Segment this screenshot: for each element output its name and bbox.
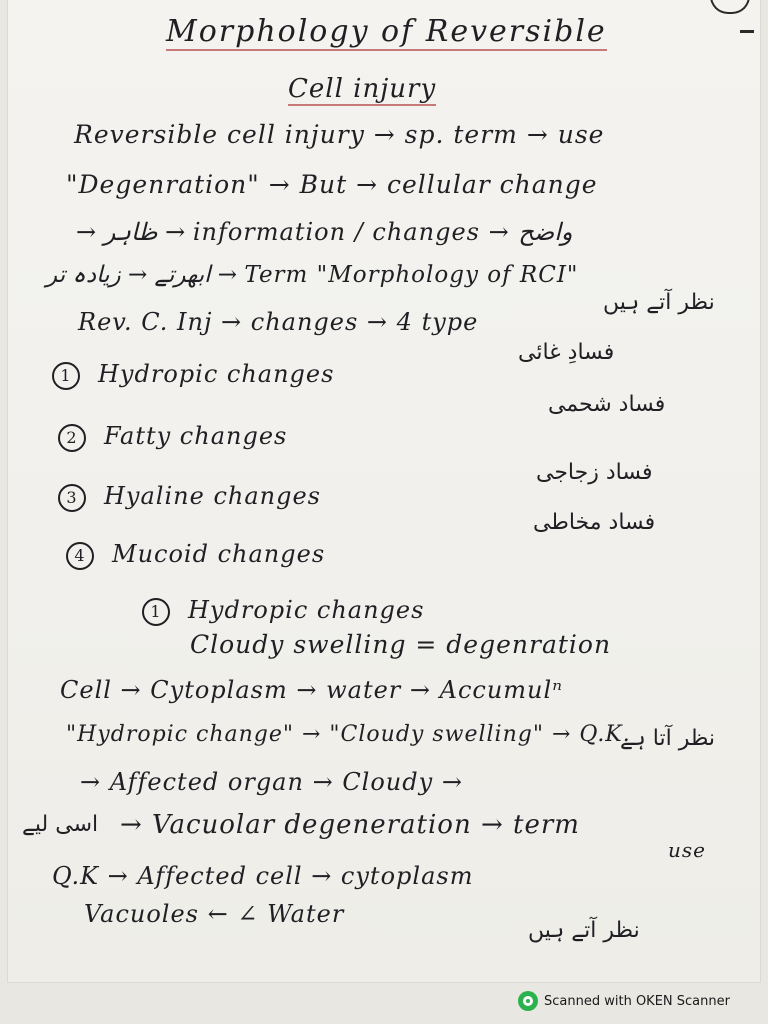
- note-line-2: "Degenration" → But → cellular change: [66, 170, 598, 199]
- list-number-3: 3: [58, 484, 86, 512]
- list-item-mucoid: [66, 540, 325, 570]
- urdu-term-3: فساد زجاجی: [536, 460, 653, 485]
- note-line-qk: Q.K → Affected cell → cytoplasm: [52, 862, 474, 890]
- note-line-affected-organ: → Affected organ → Cloudy →: [80, 768, 463, 796]
- list-item-hydropic: [52, 360, 334, 390]
- subtitle-text: Cell injury: [288, 74, 437, 104]
- scanned-page: [8, 0, 760, 982]
- corner-dash: [740, 30, 754, 33]
- title-text: Morphology of Reversible: [166, 14, 607, 49]
- note-line-cell: Cell → Cytoplasm → water → Accumulⁿ: [60, 676, 563, 704]
- urdu-note-4: نظر آتے ہیں: [528, 918, 640, 943]
- list-item-hyaline: [58, 482, 321, 512]
- page-subtitle: [288, 74, 436, 104]
- list-number-2: 2: [58, 424, 86, 452]
- note-line-vacuolar: → Vacuolar degeneration → term: [120, 810, 580, 840]
- note-line-hydropic-change: "Hydropic change" → "Cloudy swelling" → Q.K.: [66, 722, 631, 747]
- list-number-4: 4: [66, 542, 94, 570]
- list-item-label: Fatty changes: [104, 422, 288, 450]
- list-item-label: Hydropic changes: [98, 360, 335, 388]
- scanner-text: Scanned with OKEN Scanner: [544, 993, 730, 1009]
- section-heading-hydropic: [142, 596, 424, 626]
- note-line-3: → ظاہر → information / changes → واضح: [76, 218, 573, 246]
- list-item-label: Mucoid changes: [112, 540, 326, 568]
- note-line-cloudy: Cloudy swelling = degenration: [190, 630, 612, 659]
- urdu-note-2: نظر آتا ہے: [620, 726, 716, 751]
- urdu-term-4: فساد مخاطی: [533, 510, 656, 535]
- urdu-note-1: نظر آتے ہیں: [603, 290, 715, 315]
- note-line-4: ابھرتے → زیادہ تر → Term "Morphology of RCI": [46, 262, 579, 288]
- page-number-mark: [710, 0, 750, 14]
- urdu-term-2: فساد شحمی: [548, 392, 666, 417]
- section-heading-label: Hydropic changes: [188, 596, 425, 624]
- list-item-label: Hyaline changes: [104, 482, 321, 510]
- list-item-fatty: [58, 422, 287, 452]
- scanner-watermark: [518, 990, 730, 1012]
- urdu-note-3: اسی لیے: [22, 812, 99, 837]
- urdu-term-1: فسادِ غائی: [518, 340, 615, 365]
- list-number-1: 1: [52, 362, 80, 390]
- note-line-vacuoles: Vacuoles ← ∠ Water: [84, 900, 345, 928]
- note-line-1: Reversible cell injury → sp. term → use: [74, 120, 605, 149]
- note-line-5: Rev. C. Inj → changes → 4 type: [78, 308, 479, 336]
- section-number: 1: [142, 598, 170, 626]
- oken-scanner-logo-icon: [518, 991, 538, 1011]
- page-title: [166, 14, 607, 49]
- note-line-use: use: [668, 838, 706, 862]
